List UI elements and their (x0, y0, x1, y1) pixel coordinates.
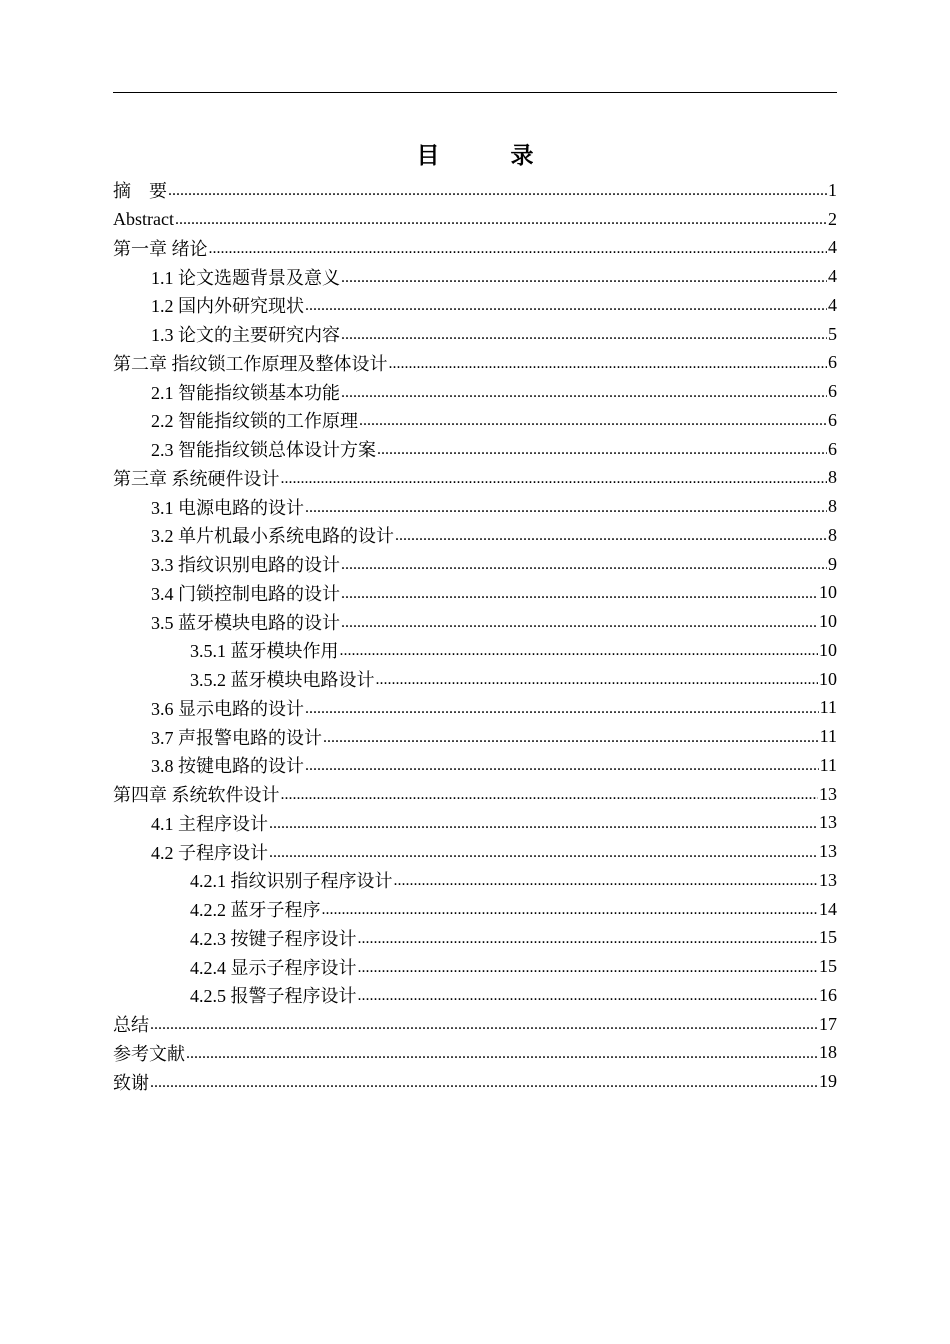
toc-entry-label: 4.2.2 蓝牙子程序 (190, 900, 321, 921)
toc-entry-page-number: 16 (819, 984, 837, 1005)
toc-dot-leader (341, 585, 818, 603)
toc-dot-leader (341, 614, 818, 632)
toc-entry[interactable] (113, 1039, 837, 1068)
toc-dot-leader (394, 872, 819, 890)
toc-entry-label: 4.2.3 按键子程序设计 (190, 928, 357, 949)
toc-entry-page-number: 13 (819, 869, 837, 890)
toc-dot-leader (395, 527, 827, 545)
toc-entry-label: 摘 要 (113, 181, 167, 202)
toc-entry-page-number: 19 (819, 1071, 837, 1092)
toc-entry-page-number: 10 (819, 668, 837, 689)
header-rule (113, 92, 837, 93)
toc-entry-page-number: 15 (819, 956, 837, 977)
toc-entry-page-number: 8 (828, 467, 837, 488)
toc-entry[interactable] (113, 406, 837, 435)
toc-dot-leader (341, 556, 827, 574)
toc-dot-leader (322, 901, 819, 919)
toc-dot-leader (269, 815, 818, 833)
toc-dot-leader (305, 297, 827, 315)
toc-entry-page-number: 8 (828, 496, 837, 517)
toc-entry-label: 4.2.4 显示子程序设计 (190, 957, 357, 978)
toc-entry-label: 3.4 门锁控制电路的设计 (151, 583, 340, 604)
toc-entry-page-number: 10 (819, 639, 837, 660)
toc-entry-label: Abstract (113, 208, 174, 229)
toc-entry-page-number: 1 (828, 179, 837, 200)
toc-dot-leader (150, 1016, 818, 1034)
toc-entry-page-number: 14 (819, 898, 837, 919)
toc-entry-label: 4.2 子程序设计 (151, 842, 268, 863)
toc-dot-leader (358, 930, 819, 948)
toc-dot-leader (186, 1045, 818, 1063)
toc-entry-label: 总结 (113, 1015, 149, 1036)
toc-entry[interactable] (113, 607, 837, 636)
toc-entry-label: 4.2.1 指纹识别子程序设计 (190, 871, 393, 892)
toc-entry[interactable] (113, 866, 837, 895)
toc-entry[interactable] (113, 521, 837, 550)
toc-entry-label: 2.3 智能指纹锁总体设计方案 (151, 440, 376, 461)
toc-entry-page-number: 13 (819, 783, 837, 804)
toc-entry-label: 3.3 指纹识别电路的设计 (151, 555, 340, 576)
toc-entry[interactable] (113, 176, 837, 205)
toc-entry[interactable] (113, 981, 837, 1010)
toc-entry[interactable] (113, 952, 837, 981)
toc-entry-label: 1.1 论文选题背景及意义 (151, 267, 340, 288)
toc-dot-leader (209, 240, 828, 258)
toc-entry[interactable] (113, 464, 837, 493)
page-title: 目 录 (416, 143, 558, 169)
toc-entry-label: 3.2 单片机最小系统电路的设计 (151, 526, 394, 547)
toc-entry-label: 2.1 智能指纹锁基本功能 (151, 382, 340, 403)
toc-entry[interactable] (113, 751, 837, 780)
toc-entry[interactable] (113, 722, 837, 751)
toc-entry-page-number: 4 (828, 294, 837, 315)
toc-entry[interactable] (113, 809, 837, 838)
toc-entry-label: 3.1 电源电路的设计 (151, 497, 304, 518)
toc-entry[interactable] (113, 435, 837, 464)
toc-entry-page-number: 17 (819, 1013, 837, 1034)
toc-dot-leader (150, 1074, 818, 1092)
toc-entry-label: 致谢 (113, 1072, 149, 1093)
toc-entry-page-number: 11 (819, 697, 837, 718)
toc-entry-page-number: 5 (828, 323, 837, 344)
toc-dot-leader (376, 671, 819, 689)
toc-entry-label: 4.1 主程序设计 (151, 813, 268, 834)
toc-entry-label: 第二章 指纹锁工作原理及整体设计 (113, 353, 388, 374)
toc-entry[interactable] (113, 349, 837, 378)
toc-entry-label: 2.2 智能指纹锁的工作原理 (151, 411, 358, 432)
toc-entry-label: 3.6 显示电路的设计 (151, 698, 304, 719)
toc-entry[interactable] (113, 694, 837, 723)
toc-dot-leader (341, 326, 827, 344)
toc-entry-label: 第一章 绪论 (113, 238, 208, 259)
toc-entry-page-number: 11 (819, 754, 837, 775)
toc-dot-leader (377, 441, 827, 459)
toc-entry[interactable] (113, 262, 837, 291)
toc-dot-leader (358, 959, 819, 977)
toc-entry[interactable] (113, 924, 837, 953)
toc-dot-leader (305, 700, 819, 718)
toc-entry[interactable] (113, 895, 837, 924)
toc-entry-page-number: 6 (828, 438, 837, 459)
toc-entry[interactable] (113, 492, 837, 521)
toc-entry-label: 第三章 系统硬件设计 (113, 468, 280, 489)
toc-entry[interactable] (113, 550, 837, 579)
toc-entry[interactable] (113, 205, 837, 234)
toc-entry-page-number: 4 (828, 266, 837, 287)
toc-entry[interactable] (113, 291, 837, 320)
toc-entry-label: 1.2 国内外研究现状 (151, 296, 304, 317)
toc-entry-label: 第四章 系统软件设计 (113, 785, 280, 806)
toc-dot-leader (341, 269, 827, 287)
toc-entry-page-number: 13 (819, 812, 837, 833)
toc-entry-page-number: 8 (828, 524, 837, 545)
toc-dot-leader (305, 757, 819, 775)
toc-dot-leader (323, 729, 819, 747)
toc-entry[interactable] (113, 780, 837, 809)
toc-dot-leader (341, 384, 827, 402)
toc-entry[interactable] (113, 320, 837, 349)
toc-entry-page-number: 6 (828, 409, 837, 430)
toc-entry-page-number: 4 (828, 237, 837, 258)
toc-dot-leader (175, 211, 827, 229)
toc-entry-page-number: 9 (828, 553, 837, 574)
toc-entry[interactable] (113, 1010, 837, 1039)
toc-entry-label: 3.8 按键电路的设计 (151, 756, 304, 777)
toc-dot-leader (168, 182, 827, 200)
toc-dot-leader (281, 470, 828, 488)
toc-dot-leader (389, 355, 828, 373)
toc-entry[interactable] (113, 377, 837, 406)
toc-entry-label: 3.5.1 蓝牙模块作用 (190, 641, 339, 662)
toc-entry-page-number: 6 (828, 381, 837, 402)
toc-entry[interactable] (113, 665, 837, 694)
toc-dot-leader (359, 412, 827, 430)
toc-dot-leader (269, 844, 818, 862)
toc-entry-label: 3.7 声报警电路的设计 (151, 727, 322, 748)
toc-entry-label: 参考文献 (113, 1043, 185, 1064)
toc-entry-page-number: 10 (819, 611, 837, 632)
toc-entry-page-number: 10 (819, 582, 837, 603)
toc-dot-leader (340, 642, 819, 660)
toc-entry-label: 1.3 论文的主要研究内容 (151, 325, 340, 346)
toc-entry[interactable] (113, 579, 837, 608)
toc-entry[interactable] (113, 1067, 837, 1096)
toc-dot-leader (305, 499, 827, 517)
toc-entry-page-number: 2 (828, 208, 837, 229)
toc-entry-label: 4.2.5 报警子程序设计 (190, 986, 357, 1007)
toc-entry-page-number: 18 (819, 1042, 837, 1063)
toc-entry-page-number: 11 (819, 726, 837, 747)
toc-entry[interactable] (113, 234, 837, 263)
table-of-contents (113, 176, 837, 1096)
toc-entry-page-number: 13 (819, 841, 837, 862)
toc-entry-page-number: 15 (819, 927, 837, 948)
toc-entry-label: 3.5 蓝牙模块电路的设计 (151, 612, 340, 633)
toc-entry[interactable] (113, 837, 837, 866)
toc-dot-leader (358, 987, 819, 1005)
toc-entry-label: 3.5.2 蓝牙模块电路设计 (190, 670, 375, 691)
toc-dot-leader (281, 786, 819, 804)
toc-entry[interactable] (113, 636, 837, 665)
toc-entry-page-number: 6 (828, 352, 837, 373)
